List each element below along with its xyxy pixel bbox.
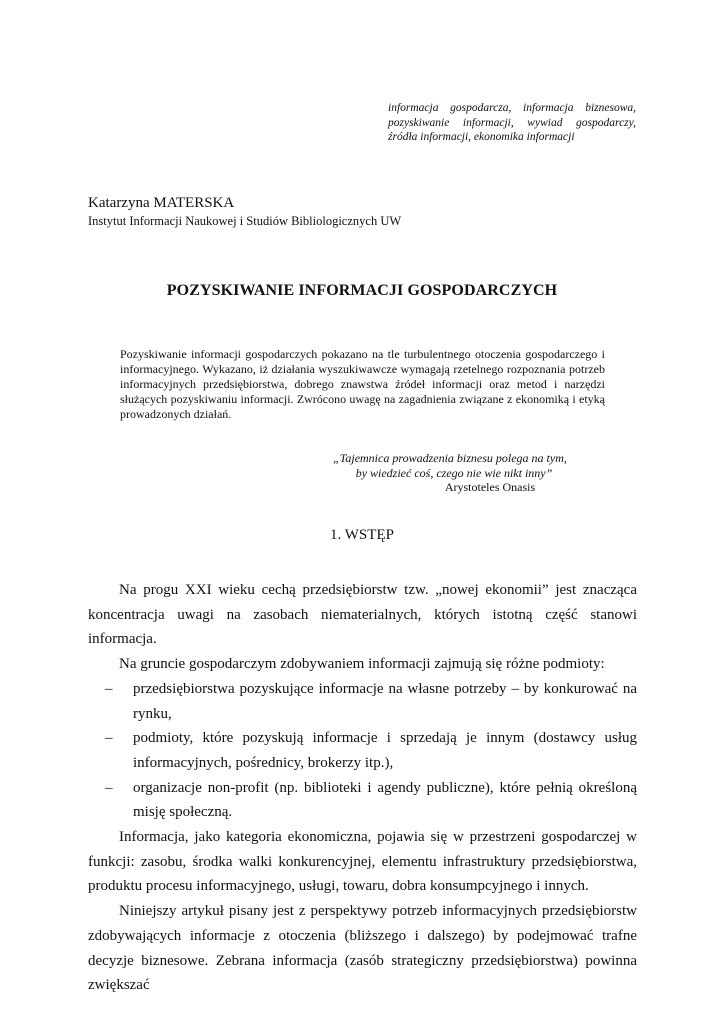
motto-line-2: by wiedzieć coś, czego nie wie nikt inny” — [355, 465, 553, 480]
paragraph-4: Niniejszy artykuł pisany jest z perspektywy potrzeb informacyjnych przedsiębiorstw zdobywających informacje z otoczenia (bliższego i dalszego) by podejmować trafne decyzje biznesowe. Zebrana informacja (zasób strategiczny przedsiębiorstwa) powinna zwiększać — [88, 903, 637, 994]
author-name: Katarzyna MATERSKA — [88, 195, 235, 211]
motto-line-1: „Tajemnica prowadzenia biznesu polega na tym, — [333, 451, 567, 465]
body-text — [88, 578, 637, 998]
list-item-text: podmioty, które pozyskują informacje i sprzedają je innym (dostawcy usług informacyjnych, pośrednicy, brokerzy itp.), — [133, 730, 637, 771]
paragraph-3: Informacja, jako kategoria ekonomiczna, pojawia się w przestrzeni gospodarczej w funkcji: zasobu, środka walki konkurencyjnej, elementu infrastruktury przedsiębiorstwa, produktu procesu informacyjnego, usługi, towaru, dobra konsumpcyjnego i innych. — [88, 829, 637, 895]
motto — [300, 451, 600, 495]
paragraph-1: Na progu XXI wieku cechą przedsiębiorstw tzw. „nowej ekonomii” jest znacząca koncentracja uwagi na zasobach niematerialnych, których istotną część stanowi informacja. — [88, 582, 637, 648]
list-item-text: przedsiębiorstwa pozyskujące informacje na własne potrzeby – by konkurować na rynku, — [133, 680, 637, 722]
list-item — [88, 677, 637, 726]
list-item — [88, 776, 637, 825]
abstract: Pozyskiwanie informacji gospodarczych pokazano na tle turbulentnego otoczenia gospodarczego i informacyjnego. Wykazano, iż działania wyszukiwawcze wymagają rzetelnego rozpoznania potrzeb informacyjnych przedsiębiorstwa, dobrego znawstwa źródeł informacji oraz metod i narzędzi służących pozyskiwaniu informacji. Zwrócono uwagę na zagadnienia związane z ekonomiką i etyką prowadzonych działań. — [120, 347, 605, 421]
list-item-text: organizacje non-profit (np. biblioteki i agendy publiczne), które pełnią określoną misję społeczną. — [133, 779, 637, 821]
list-dash: – — [105, 779, 113, 796]
paragraph-2: Na gruncie gospodarczym zdobywaniem informacji zajmują się różne podmioty: — [119, 656, 605, 673]
motto-attribution: Arystoteles Onasis — [444, 480, 536, 494]
list-dash: – — [105, 730, 113, 747]
author-institution: Instytut Informacji Naukowej i Studiów Bibliologicznych UW — [88, 214, 402, 228]
list-item — [88, 726, 637, 775]
paper-title: POZYSKIWANIE INFORMACJI GOSPODARCZYCH — [166, 282, 558, 299]
keywords: informacja gospodarcza, informacja biznesowa, pozyskiwanie informacji, wywiad gospodarczy, źródła informacji, ekonomika informacji — [388, 102, 636, 143]
entity-list — [88, 677, 637, 825]
list-dash: – — [105, 680, 113, 697]
section-heading: 1. WSTĘP — [330, 527, 394, 543]
